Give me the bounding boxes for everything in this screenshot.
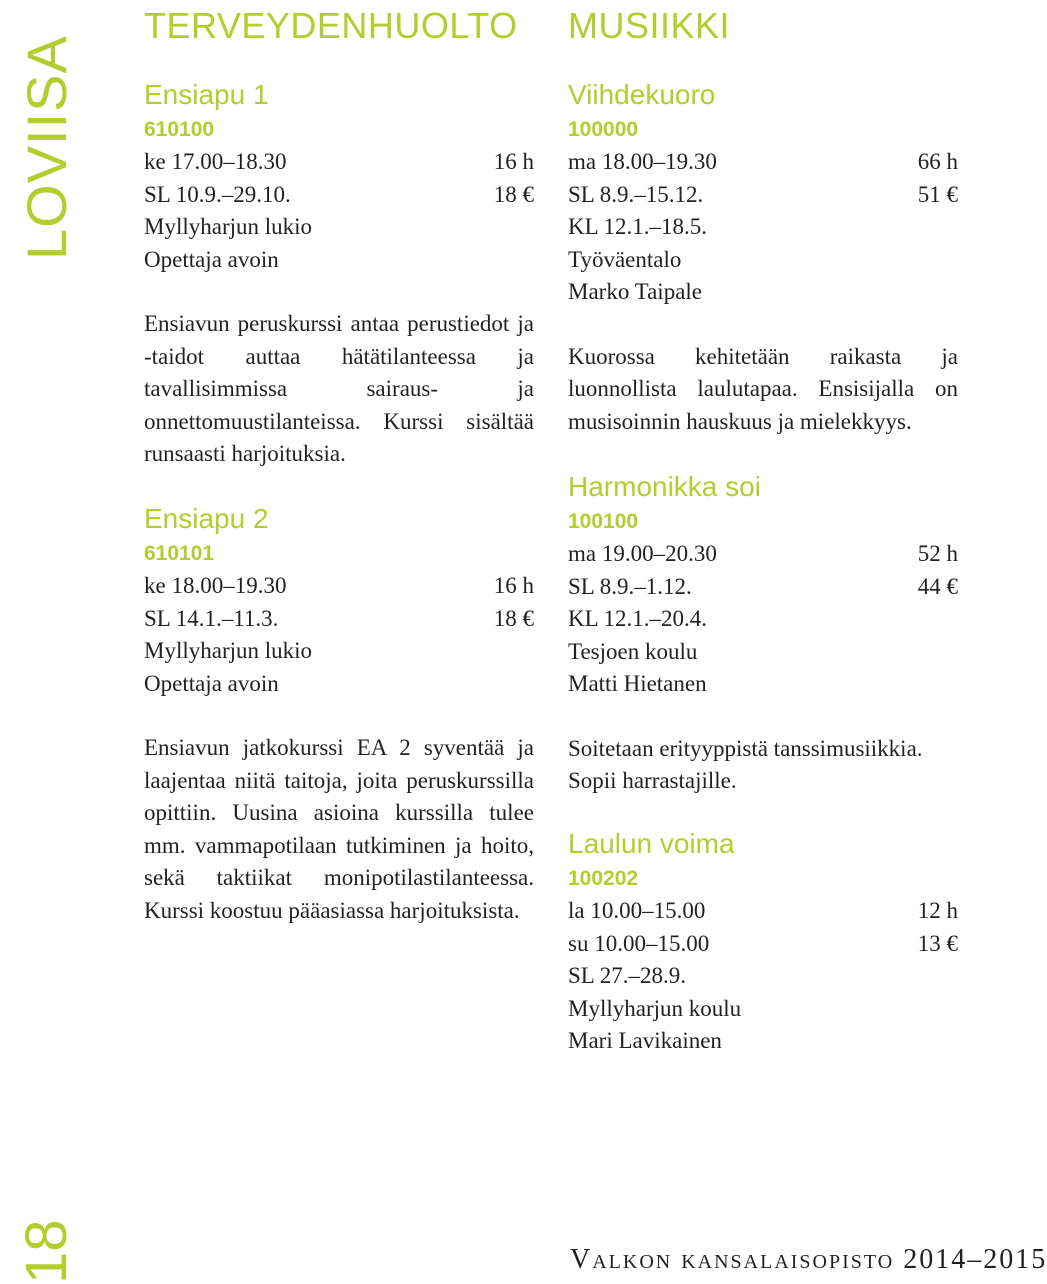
course-hours: 16 h bbox=[493, 149, 534, 174]
schedule-row bbox=[144, 570, 534, 603]
dates-row bbox=[144, 179, 534, 212]
course-place: Tesjoen koulu bbox=[568, 638, 698, 664]
course-code: 100000 bbox=[568, 118, 639, 141]
course-price: 44 € bbox=[917, 573, 958, 599]
course-dates: SL 14.1.–11.3. bbox=[144, 605, 279, 631]
course-hours: 66 h bbox=[917, 149, 958, 174]
side-title: LOVIISA bbox=[15, 35, 78, 260]
course-place: Myllyharjun lukio bbox=[144, 638, 313, 663]
course-viihdekuoro bbox=[568, 76, 958, 438]
footer-publication: Valkon kansalaisopisto 2014–2015 bbox=[570, 1244, 1047, 1275]
course-place: Myllyharjun koulu bbox=[568, 995, 742, 1021]
course-harmonikka-soi bbox=[568, 468, 958, 798]
course-description: Kuorossa kehitetään raikasta ja luonnollista laulutapaa. Ensisijalla on musisoinnin hauskuus ja mielekkyys. bbox=[568, 343, 958, 434]
schedule-row-saturday bbox=[568, 895, 958, 928]
course-price: 18 € bbox=[493, 181, 534, 207]
course-time: ma 19.00–20.30 bbox=[568, 541, 717, 566]
course-price: 13 € bbox=[917, 930, 958, 956]
dates-row bbox=[568, 179, 958, 212]
dates-row bbox=[144, 603, 534, 636]
course-place: Myllyharjun lukio bbox=[144, 214, 313, 239]
course-price: 18 € bbox=[493, 605, 534, 631]
course-place: Työväentalo bbox=[568, 246, 682, 272]
course-teacher: Opettaja avoin bbox=[144, 246, 279, 272]
schedule-row bbox=[568, 538, 958, 571]
course-title: Viihdekuoro bbox=[568, 79, 716, 110]
course-laulun-voima bbox=[568, 825, 958, 1058]
course-time-sunday: su 10.00–15.00 bbox=[568, 930, 710, 956]
course-code: 100100 bbox=[568, 510, 639, 533]
section-title-terveydenhuolto: TERVEYDENHUOLTO bbox=[144, 5, 518, 46]
course-dates-autumn: SL 8.9.–1.12. bbox=[568, 573, 692, 599]
course-teacher: Matti Hietanen bbox=[568, 671, 707, 696]
course-code: 610101 bbox=[144, 542, 215, 565]
course-dates-spring: KL 12.1.–18.5. bbox=[568, 214, 708, 239]
course-description: Ensiavun jatkokurssi EA 2 syventää ja laajentaa niitä taitoja, joita peruskurssilla opittiin. Uusina asioina kurssilla tulee mm. vammapotilaan tutkiminen ja hoito, sekä taktiikat monipotilastilanteessa. Kurssi koostuu pääasiassa harjoituksista. bbox=[144, 735, 534, 923]
schedule-row-sunday bbox=[568, 928, 958, 961]
course-dates-spring: KL 12.1.–20.4. bbox=[568, 606, 708, 631]
course-ensiapu-1 bbox=[144, 76, 534, 471]
course-teacher: Mari Lavikainen bbox=[568, 1028, 722, 1053]
course-ensiapu-2 bbox=[144, 500, 534, 927]
course-teacher: Opettaja avoin bbox=[144, 670, 279, 696]
course-hours: 52 h bbox=[917, 541, 958, 566]
course-description: Ensiavun peruskurssi antaa perustiedot ja -taidot auttaa hätätilanteessa ja tavallisimmissa sairaus- ja onnettomuustilanteissa. Kurssi sisältää runsaasti harjoituksia. bbox=[144, 311, 534, 466]
schedule-row bbox=[568, 146, 958, 179]
schedule-row bbox=[144, 146, 534, 179]
page-number: 18 bbox=[14, 1219, 79, 1284]
course-title: Ensiapu 1 bbox=[144, 79, 269, 110]
section-title-musiikki: MUSIIKKI bbox=[568, 5, 731, 46]
course-title: Harmonikka soi bbox=[568, 471, 761, 502]
course-title: Ensiapu 2 bbox=[144, 503, 269, 534]
course-time: ke 17.00–18.30 bbox=[144, 149, 287, 174]
dates-row bbox=[568, 571, 958, 604]
course-code: 100202 bbox=[568, 867, 639, 890]
course-title: Laulun voima bbox=[568, 828, 735, 859]
course-dates: SL 27.–28.9. bbox=[568, 963, 686, 988]
course-code: 610100 bbox=[144, 118, 215, 141]
course-description: Soitetaan erityyppistä tanssimusiikkia. Sopii harrastajille. bbox=[568, 735, 923, 793]
course-teacher: Marko Taipale bbox=[568, 279, 703, 304]
course-hours: 12 h bbox=[917, 898, 958, 923]
course-hours: 16 h bbox=[493, 573, 534, 598]
course-dates: SL 10.9.–29.10. bbox=[144, 181, 291, 207]
course-time: ma 18.00–19.30 bbox=[568, 149, 717, 174]
course-time-saturday: la 10.00–15.00 bbox=[568, 898, 706, 923]
course-price: 51 € bbox=[917, 181, 958, 207]
course-dates-autumn: SL 8.9.–15.12. bbox=[568, 181, 704, 207]
course-time: ke 18.00–19.30 bbox=[144, 573, 287, 598]
